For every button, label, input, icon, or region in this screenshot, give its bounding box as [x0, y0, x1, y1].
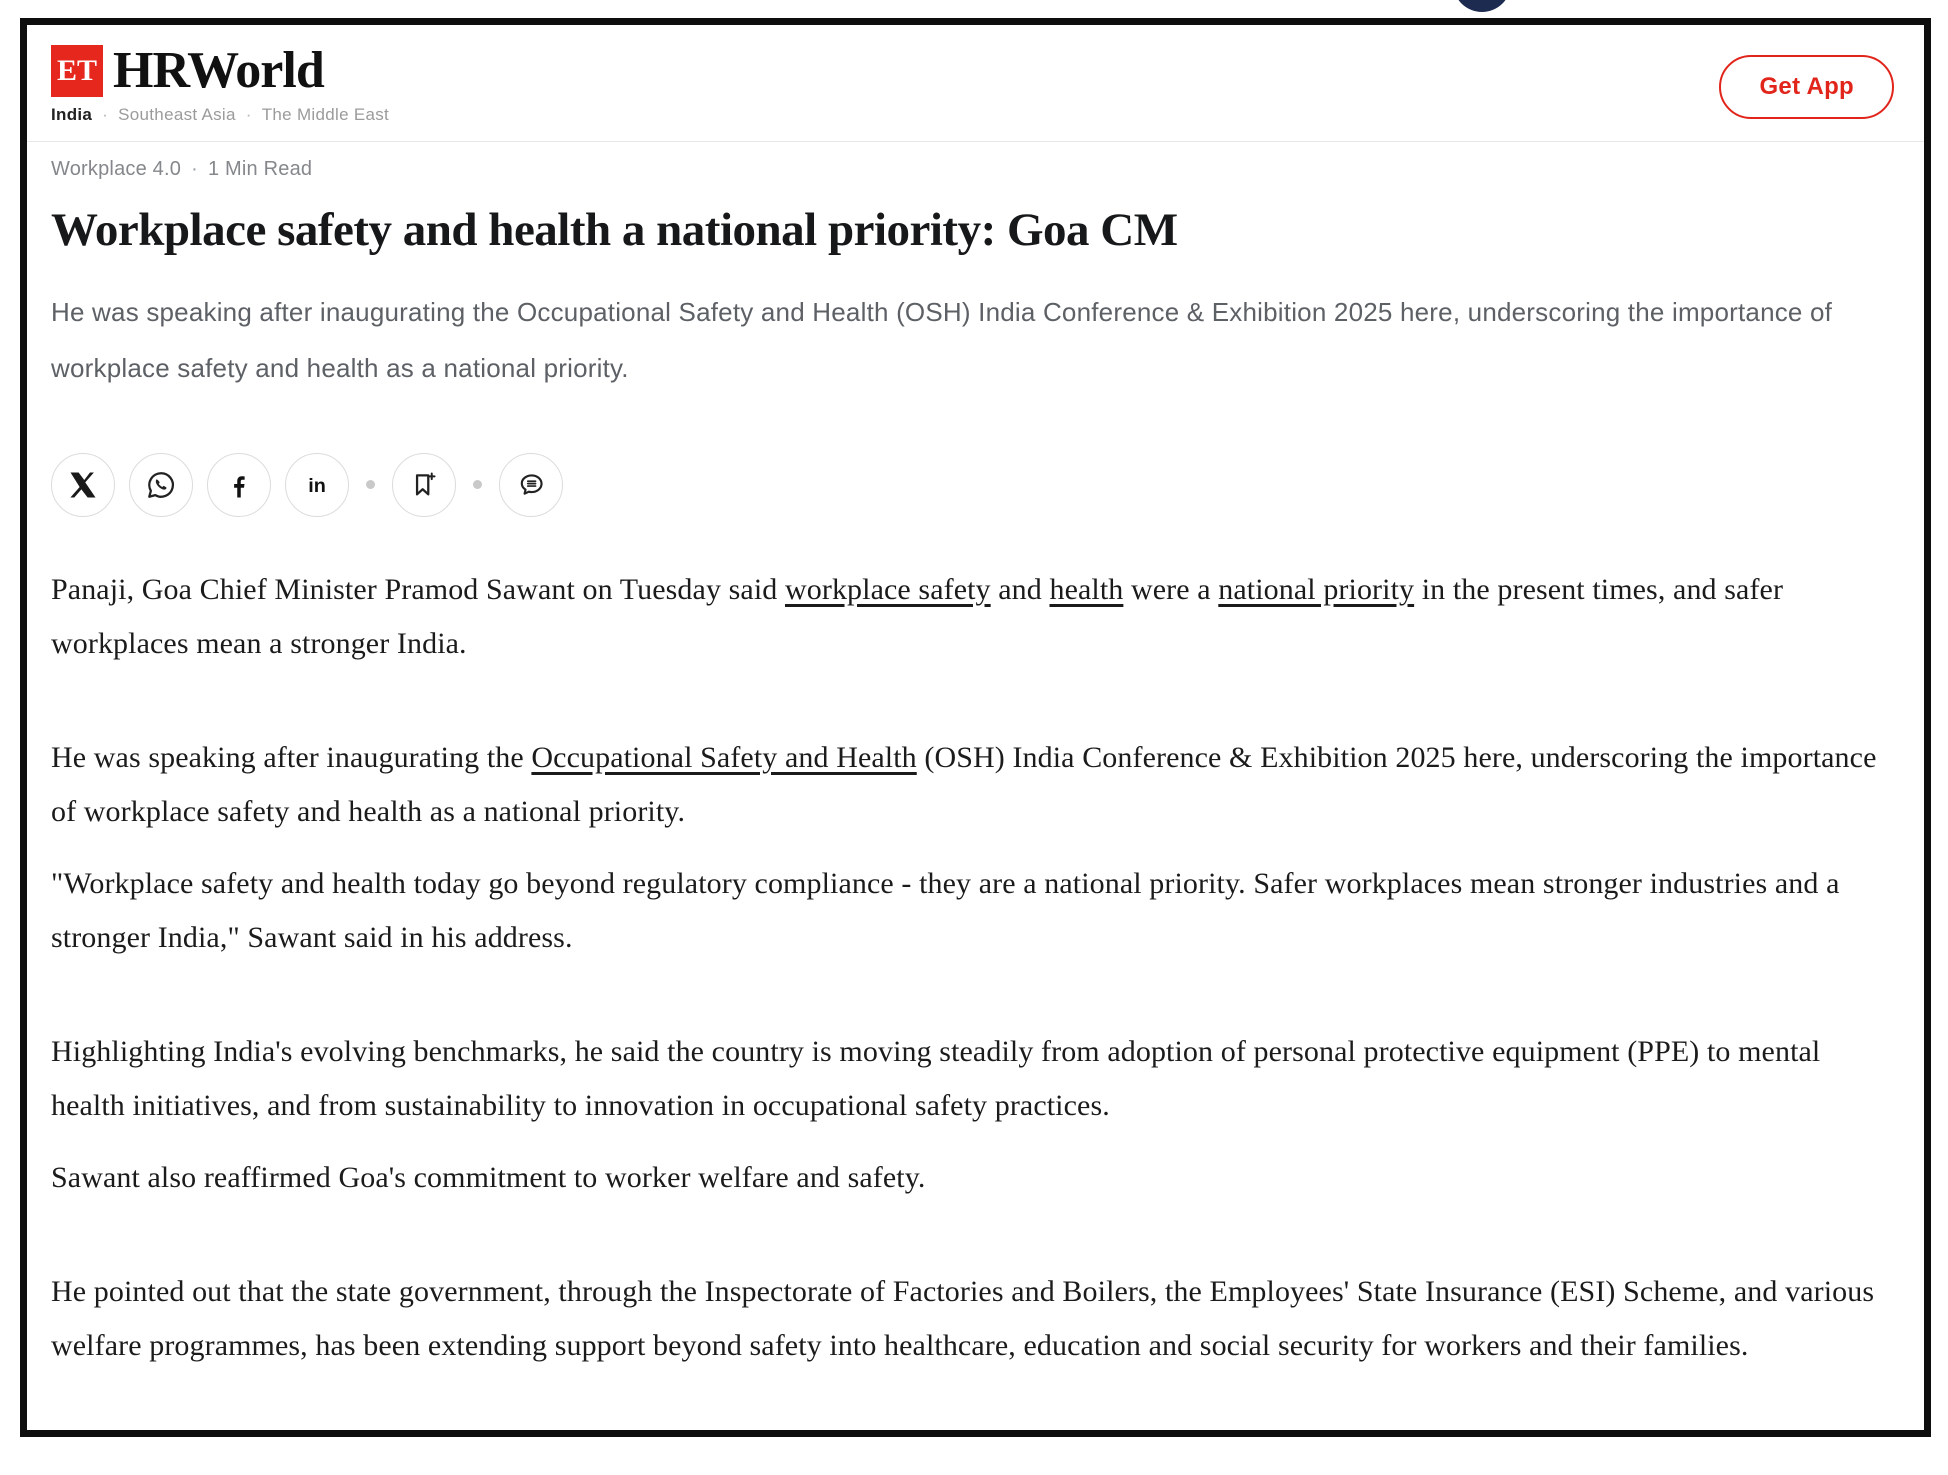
et-logo-badge: ET [51, 45, 103, 97]
get-app-button[interactable]: Get App [1719, 55, 1894, 119]
article-paragraph: Highlighting India's evolving benchmarks, he said the country is moving steadily from adoption of personal protective equipment (PPE) to mental health initiatives, and from sustainability to innovation in occupational safety practices. [51, 1034, 1821, 1122]
region-link-southeast-asia[interactable]: Southeast Asia [118, 105, 236, 124]
linkedin-icon [300, 468, 334, 502]
bookmark-add-icon [408, 469, 440, 501]
share-linkedin-button[interactable] [285, 453, 349, 517]
brand-wordmark: HRWorld [113, 42, 324, 99]
whatsapp-icon [145, 469, 177, 501]
share-facebook-button[interactable] [207, 453, 271, 517]
partial-circle-decoration [1453, 0, 1511, 12]
share-whatsapp-button[interactable] [129, 453, 193, 517]
article-paragraph: "Workplace safety and health today go beyond regulatory compliance - they are a national priority. Safer workplaces mean stronger industries and a stronger India," Sawant said in his address. [51, 866, 1840, 954]
facebook-icon [224, 470, 254, 500]
article-frame [20, 18, 1931, 1437]
article-paragraph: Sawant also reaffirmed Goa's commitment to worker welfare and safety. [51, 1160, 926, 1194]
site-header [51, 43, 1900, 125]
brand-logo[interactable] [51, 42, 390, 125]
region-link-india[interactable]: India [51, 105, 93, 124]
article-paragraph: He was speaking after inaugurating the Occupational Safety and Health (OSH) India Conference & Exhibition 2025 here, underscoring the importance of workplace safety and health as a national priority. [51, 740, 1877, 828]
inline-link[interactable]: Occupational Safety and Health [531, 740, 917, 774]
inline-link[interactable]: workplace safety [784, 572, 991, 606]
toolbar-separator-dot [366, 480, 375, 489]
header-divider [27, 141, 1924, 142]
share-toolbar [51, 453, 1900, 517]
read-time-label: 1 Min Read [207, 158, 313, 180]
region-separator: · [245, 105, 252, 124]
inline-link[interactable]: national priority [1218, 572, 1415, 606]
region-nav [51, 105, 389, 125]
comment-icon [515, 469, 547, 501]
article-paragraph: He pointed out that the state government, through the Inspectorate of Factories and Boilers, the Employees' State Insurance (ESI) Scheme, and various welfare programmes, has been extending support beyond safety into healthcare, education and social security for workers and their families. [51, 1274, 1875, 1362]
bookmark-button[interactable] [392, 453, 456, 517]
article-subtitle: He was speaking after inaugurating the Occupational Safety and Health (OSH) India Conference & Exhibition 2025 here, underscoring the importance of workplace safety and health as a national priority. [51, 297, 1833, 383]
article-headline: Workplace safety and health a national priority: Goa CM [51, 204, 1178, 256]
svg-text:in: in [308, 474, 326, 497]
article-meta [51, 158, 1900, 181]
inline-link[interactable]: health [1049, 572, 1124, 606]
category-link[interactable]: Workplace 4.0 [51, 158, 182, 180]
share-x-button[interactable] [51, 453, 115, 517]
x-twitter-icon [68, 470, 98, 500]
article-body [51, 563, 1900, 1373]
region-link-middle-east[interactable]: The Middle East [261, 105, 390, 124]
article-paragraph: Panaji, Goa Chief Minister Pramod Sawant on Tuesday said workplace safety and health were a national priority in the present times, and safer workplaces mean a stronger India. [51, 572, 1784, 660]
comment-button[interactable] [499, 453, 563, 517]
region-separator: · [102, 105, 109, 124]
meta-separator: · [191, 158, 198, 180]
toolbar-separator-dot [473, 480, 482, 489]
